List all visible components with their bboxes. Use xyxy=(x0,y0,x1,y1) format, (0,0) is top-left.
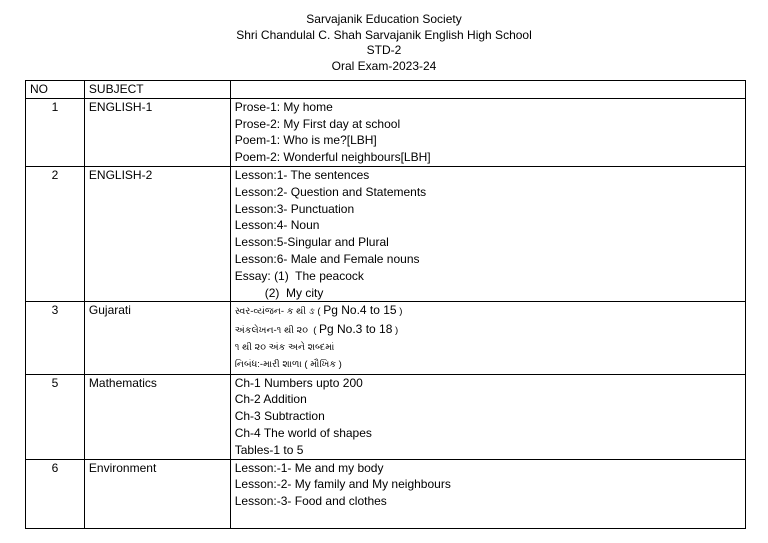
closing-paren: ) xyxy=(396,306,403,318)
topic-line: Lesson:2- Question and Statements xyxy=(234,184,427,199)
topic-line: Lesson:4- Noun xyxy=(234,218,320,233)
row-number: 2 xyxy=(26,166,85,301)
row-number: 6 xyxy=(26,459,85,528)
page-range: Pg No.3 to 18 xyxy=(319,322,393,337)
topics-cell xyxy=(230,374,745,459)
gujarati-text: સ્વર-વ્યંજન- ક થી ઙ ( xyxy=(234,306,324,318)
topic-line: Lesson:-1- Me and my body xyxy=(234,460,384,475)
closing-paren: ) xyxy=(392,325,399,337)
topic-line xyxy=(235,357,741,374)
topic-line: Ch-1 Numbers upto 200 xyxy=(234,375,363,390)
topic-line xyxy=(235,340,741,357)
column-header-topics xyxy=(230,81,745,99)
subject-name: ENGLISH-1 xyxy=(84,98,230,166)
topics-cell xyxy=(230,302,745,374)
topic-line: Lesson:6- Male and Female nouns xyxy=(234,251,420,266)
table-row xyxy=(26,166,746,301)
column-header-no: NO xyxy=(26,81,85,99)
syllabus-table xyxy=(25,80,746,529)
topic-line: Essay: (1) The peacock xyxy=(234,268,364,283)
topic-line: Lesson:-3- Food and clothes xyxy=(234,494,387,509)
topic-line xyxy=(235,302,741,321)
topic-line: Poem-2: Wonderful neighbours[LBH] xyxy=(234,150,431,165)
page-range: Pg No.4 to 15 xyxy=(323,303,397,318)
table-row xyxy=(26,98,746,166)
table-row xyxy=(26,302,746,374)
school-name: Shri Chandulal C. Shah Sarvajanik English High School xyxy=(236,27,532,42)
topic-line: Tables-1 to 5 xyxy=(234,442,304,457)
gujarati-text: અંકલેખન-૧ થી ૨૦ ( xyxy=(234,325,319,337)
topic-line: Lesson:-2- My family and My neighbours xyxy=(234,477,451,492)
topic-line: Ch-4 The world of shapes xyxy=(234,425,372,440)
topic-line: Poem-1: Who is me?[LBH] xyxy=(234,133,377,148)
topic-line: Ch-2 Addition xyxy=(234,392,307,407)
topics-cell xyxy=(230,98,745,166)
subject-name: Gujarati xyxy=(84,302,230,374)
topic-line xyxy=(235,321,741,340)
topics-cell xyxy=(230,459,745,528)
row-number: 5 xyxy=(26,374,85,459)
table-row xyxy=(26,374,746,459)
table-header-row xyxy=(26,81,746,99)
topic-line: Prose-2: My First day at school xyxy=(234,116,401,131)
row-number: 3 xyxy=(26,302,85,374)
topic-line: Lesson:5-Singular and Plural xyxy=(234,235,389,250)
gujarati-text: નિબંધ:-મારી શાળા ( મૌખિક ) xyxy=(234,358,342,370)
row-number: 1 xyxy=(26,98,85,166)
table-row xyxy=(26,459,746,528)
exam-title: Oral Exam-2023-24 xyxy=(331,58,437,73)
topic-line: Ch-3 Subtraction xyxy=(234,409,325,424)
topic-line: (2) My city xyxy=(234,285,324,300)
subject-name: ENGLISH-2 xyxy=(84,166,230,301)
topic-line: Lesson:1- The sentences xyxy=(234,167,370,182)
gujarati-text: ૧ થી ૨૦ અંક અને શબ્દમાં xyxy=(234,341,335,353)
topic-line: Prose-1: My home xyxy=(234,99,333,114)
topics-cell xyxy=(230,166,745,301)
standard-label: STD-2 xyxy=(366,43,402,57)
subject-name: Mathematics xyxy=(84,374,230,459)
topic-line: Lesson:3- Punctuation xyxy=(234,201,355,216)
subject-name: Environment xyxy=(84,459,230,528)
society-name: Sarvajanik Education Society xyxy=(306,12,462,26)
document-header xyxy=(0,12,768,74)
column-header-subject: SUBJECT xyxy=(84,81,230,99)
